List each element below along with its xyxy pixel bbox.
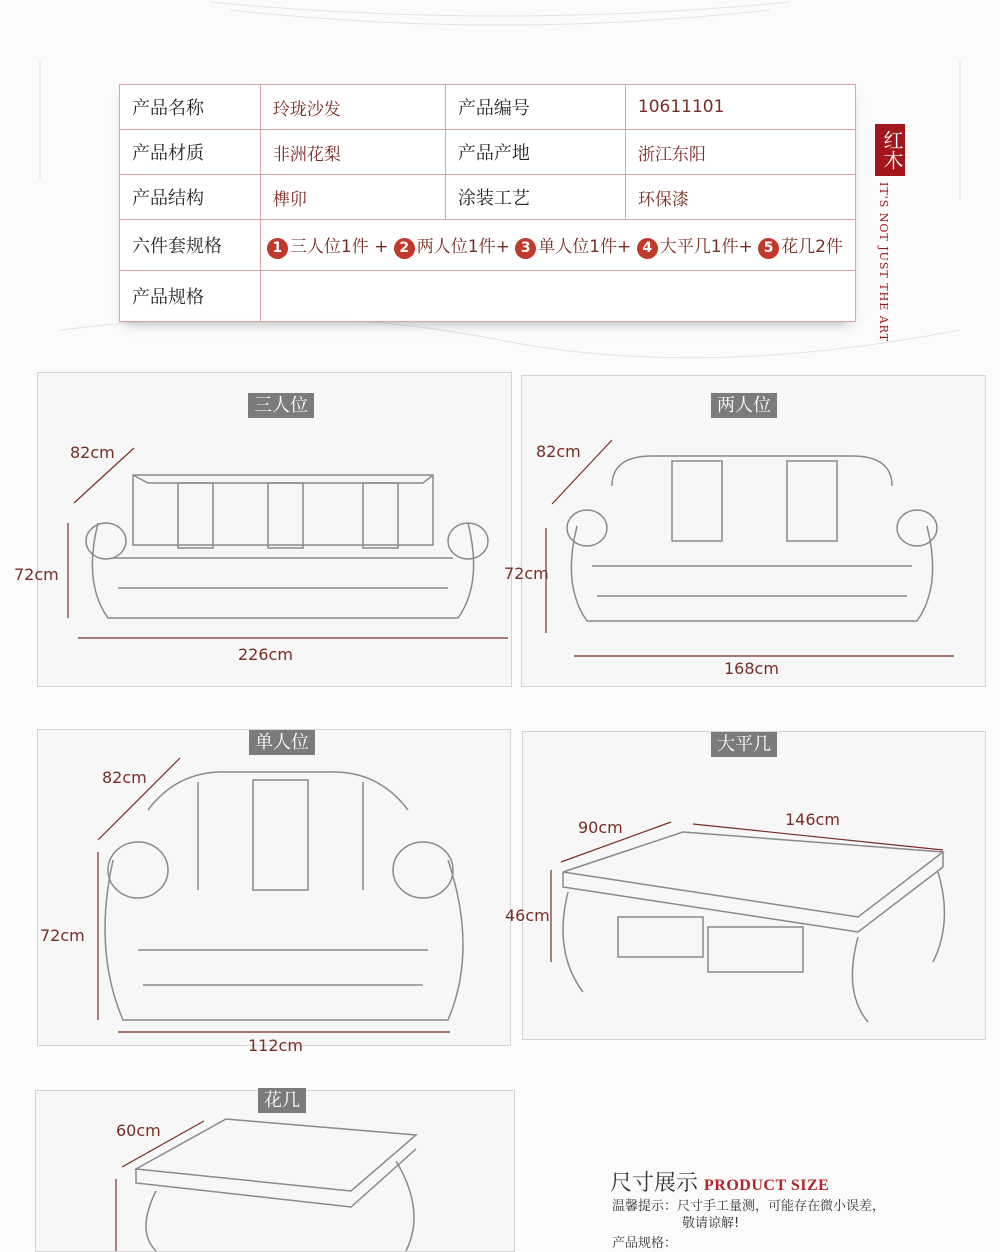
dimension-depth: 82cm: [536, 442, 581, 461]
spec-key: 产品编号: [445, 85, 625, 130]
spec-key: 产品结构: [120, 175, 261, 220]
dimension-depth: 90cm: [578, 818, 623, 837]
dimension-width: 146cm: [785, 810, 840, 829]
size-value: [260, 271, 855, 322]
number-badge: 1: [267, 238, 288, 259]
spec-caption: 产品规格：: [612, 1236, 678, 1251]
table-row: [120, 85, 856, 130]
panel-tag: 花几: [258, 1088, 306, 1113]
seal-logo: 红木: [875, 124, 905, 176]
panel-tag: 三人位: [248, 393, 314, 418]
notice-line: 温馨提示：尺寸手工量测，可能存在微小误差，: [612, 1199, 886, 1214]
spec-key: 涂装工艺: [445, 175, 625, 220]
notice: [612, 1198, 885, 1232]
spec-value: 浙江东阳: [625, 130, 855, 175]
panel-tag: 两人位: [711, 393, 777, 418]
spec-table: [119, 84, 856, 322]
sofa-sketch: [38, 373, 511, 686]
number-badge: 3: [515, 238, 536, 259]
notice-line: 敬请谅解!: [682, 1216, 740, 1231]
dimension-width: 112cm: [248, 1036, 303, 1055]
table-row: [120, 175, 856, 220]
spec-value: 非洲花梨: [260, 130, 445, 175]
spec-value: 环保漆: [625, 175, 855, 220]
seal-slogan: IT'S NOT JUST THE ART: [877, 182, 890, 343]
dimension-height: 72cm: [14, 565, 59, 584]
dimension-depth: 82cm: [102, 768, 147, 787]
set-item: 三人位1件 +: [289, 236, 389, 257]
set-item: 两人位1件+: [416, 236, 510, 257]
panel-coffee-table: [505, 731, 986, 1040]
panel-tag: 单人位: [249, 730, 315, 755]
size-label: 产品规格: [120, 271, 261, 322]
set-item: 单人位1件+: [538, 236, 632, 257]
section-title-en: PRODUCT SIZE: [704, 1177, 830, 1194]
dimension-depth: 60cm: [116, 1121, 161, 1140]
dimension-height: 72cm: [504, 564, 549, 583]
spec-value: 榫卯: [260, 175, 445, 220]
section-title: [610, 1166, 829, 1197]
table-row: [120, 130, 856, 175]
panel-two-seat: [504, 375, 986, 687]
dimension-height: 46cm: [505, 906, 550, 925]
table-row: [120, 271, 856, 322]
panel-three-seat: [14, 372, 512, 687]
spec-value: 玲珑沙发: [260, 85, 445, 130]
set-items: [260, 220, 855, 271]
set-item: 花几2件: [781, 236, 843, 257]
sofa-sketch: [522, 376, 985, 686]
table-row: [120, 220, 856, 271]
dimension-width: 226cm: [238, 645, 293, 664]
stand-sketch: [36, 1091, 514, 1251]
dimension-depth: 82cm: [70, 443, 115, 462]
table-sketch: [523, 732, 985, 1039]
spec-key: 产品名称: [120, 85, 261, 130]
spec-key: 产品产地: [445, 130, 625, 175]
section-title-cn: 尺寸展示: [610, 1171, 699, 1196]
number-badge: 5: [758, 238, 779, 259]
number-badge: 2: [394, 238, 415, 259]
panel-tag: 大平几: [711, 732, 777, 757]
panel-flower-stand: [35, 1090, 515, 1252]
dimension-height: 72cm: [40, 926, 85, 945]
number-badge: 4: [637, 238, 658, 259]
dimension-width: 168cm: [724, 659, 779, 678]
panel-single-seat: [37, 729, 511, 1055]
set-item: 大平几1件+: [659, 236, 753, 257]
spec-value: 10611101: [625, 85, 855, 130]
set-label: 六件套规格: [120, 220, 261, 271]
spec-key: 产品材质: [120, 130, 261, 175]
